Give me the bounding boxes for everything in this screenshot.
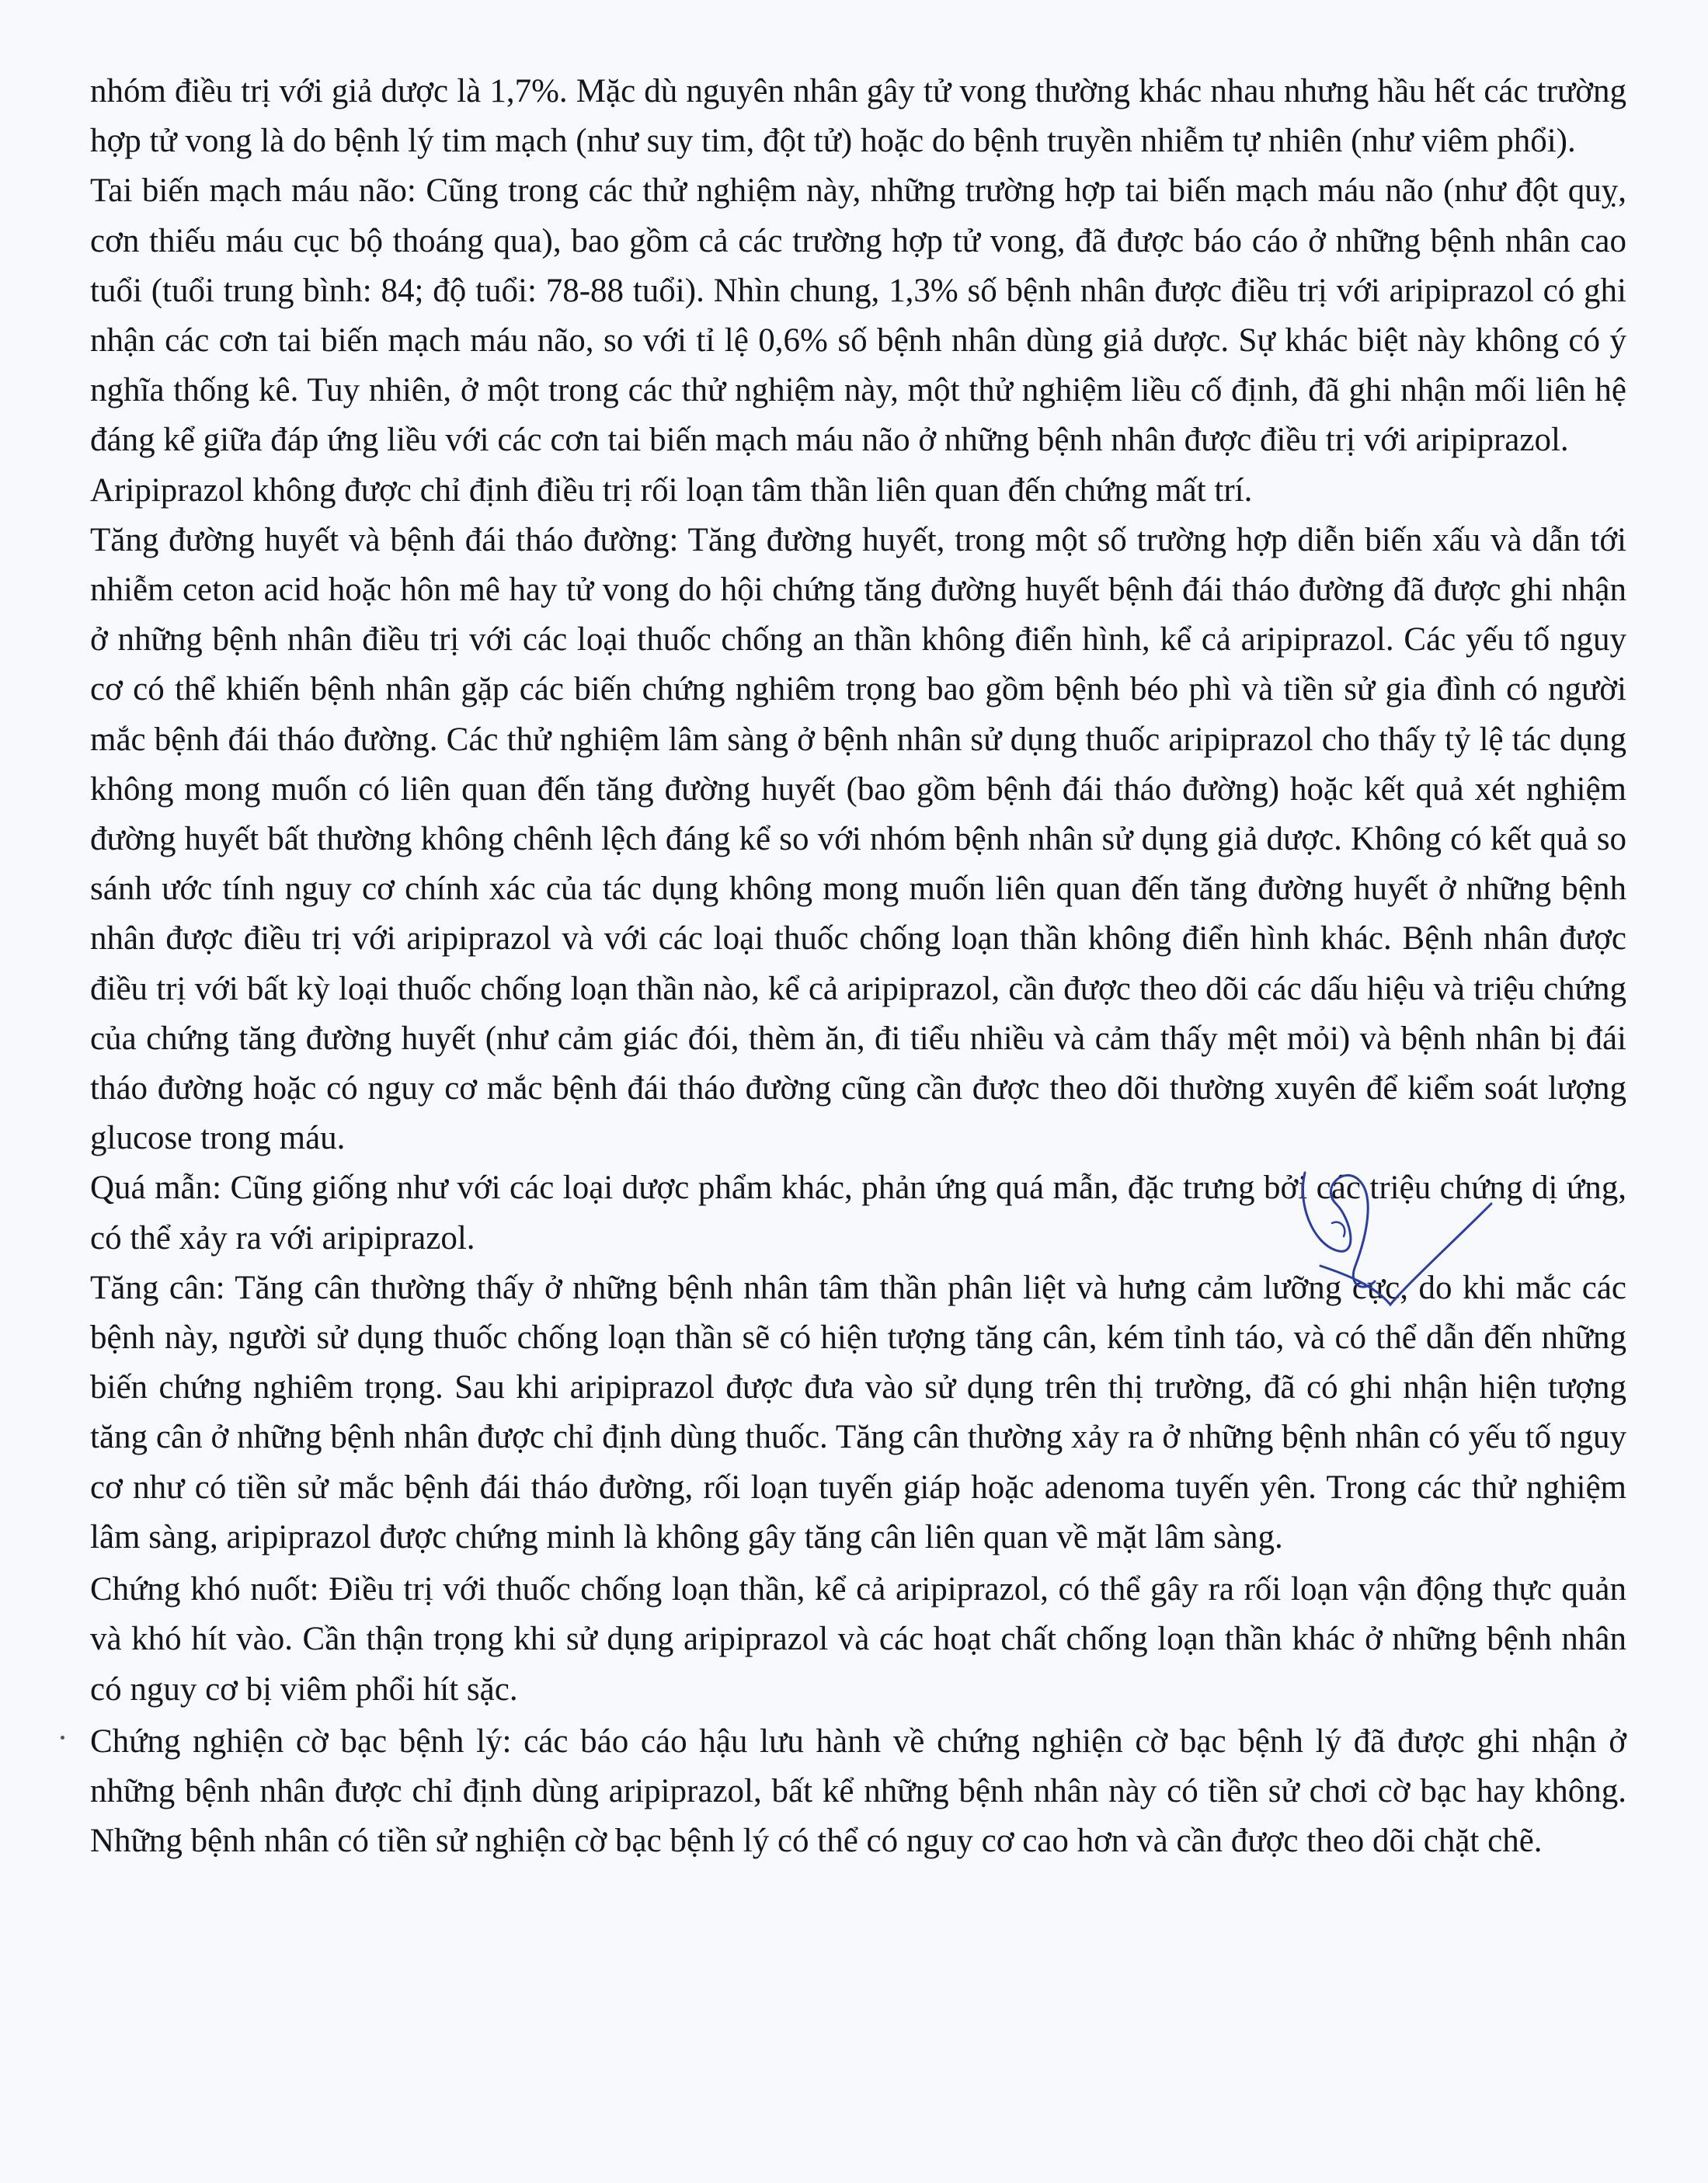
document-body (90, 67, 1626, 1866)
paragraph-mortality-continuation: nhóm điều trị với giả dược là 1,7%. Mặc dù nguyên nhân gây tử vong thường khác nhau nhưng hầu hết các trường hợp tử vong là do bệnh lý tim mạch (như suy tim, đột tử) hoặc do bệnh truyền nhiễm tự nhiên (như viêm phổi). (90, 73, 1626, 160)
paragraph-hypersensitivity: Quá mẫn: Cũng giống như với các loại dược phẩm khác, phản ứng quá mẫn, đặc trưng bởi các triệu chứng dị ứng, có thể xảy ra với aripiprazol. (90, 1170, 1626, 1257)
paragraph-weight-gain: Tăng cân: Tăng cân thường thấy ở những bệnh nhân tâm thần phân liệt và hưng cảm lưỡng cực, do khi mắc các bệnh này, người sử dụng thuốc chống loạn thần sẽ có hiện tượng tăng cân, kém tỉnh táo, và có thể dẫn đến những biến chứng nghiêm trọng. Sau khi aripiprazol được đưa vào sử dụng trên thị trường, đã có ghi nhận hiện tượng tăng cân ở những bệnh nhân được chỉ định dùng thuốc. Tăng cân thường xảy ra ở những bệnh nhân có yếu tố nguy cơ như có tiền sử mắc bệnh đái tháo đường, rối loạn tuyến giáp hoặc adenoma tuyến yên. Trong các thử nghiệm lâm sàng, aripiprazol được chứng minh là không gây tăng cân liên quan về mặt lâm sàng. (90, 1269, 1626, 1556)
paragraph-dysphagia: Chứng khó nuốt: Điều trị với thuốc chống loạn thần, kể cả aripiprazol, có thể gây ra rối loạn vận động thực quản và khó hít vào. Cần thận trọng khi sử dụng aripiprazol và các hoạt chất chống loạn thần khác ở những bệnh nhân có nguy cơ bị viêm phổi hít sặc. (90, 1571, 1626, 1708)
paragraph-cerebrovascular: Tai biến mạch máu não: Cũng trong các thử nghiệm này, những trường hợp tai biến mạch máu não (như đột quỵ, cơn thiếu máu cục bộ thoáng qua), bao gồm cả các trường hợp tử vong, đã được báo cáo ở những bệnh nhân cao tuổi (tuổi trung bình: 84; độ tuổi: 78-88 tuổi). Nhìn chung, 1,3% số bệnh nhân được điều trị với aripiprazol có ghi nhận các cơn tai biến mạch máu não, so với tỉ lệ 0,6% số bệnh nhân dùng giả dược. Sự khác biệt này không có ý nghĩa thống kê. Tuy nhiên, ở một trong các thử nghiệm này, một thử nghiệm liều cố định, đã ghi nhận mối liên hệ đáng kể giữa đáp ứng liều với các cơn tai biến mạch máu não ở những bệnh nhân được điều trị với aripiprazol. (90, 172, 1626, 459)
paragraph-hyperglycemia: Tăng đường huyết và bệnh đái tháo đường: Tăng đường huyết, trong một số trường hợp diễn biến xấu và dẫn tới nhiễm ceton acid hoặc hôn mê hay tử vong do hội chứng tăng đường huyết bệnh đái tháo đường đã được ghi nhận ở những bệnh nhân điều trị với các loại thuốc chống an thần không điển hình, kể cả aripiprazol. Các yếu tố nguy cơ có thể khiến bệnh nhân gặp các biến chứng nghiêm trọng bao gồm bệnh béo phì và tiền sử gia đình có người mắc bệnh đái tháo đường. Các thử nghiệm lâm sàng ở bệnh nhân sử dụng thuốc aripiprazol cho thấy tỷ lệ tác dụng không mong muốn có liên quan đến tăng đường huyết (bao gồm bệnh đái tháo đường) hoặc kết quả xét nghiệm đường huyết bất thường không chênh lệch đáng kể so với nhóm bệnh nhân sử dụng giả dược. Không có kết quả so sánh ước tính nguy cơ chính xác của tác dụng không mong muốn liên quan đến tăng đường huyết ở những bệnh nhân được điều trị với aripiprazol và với các loại thuốc chống loạn thần không điển hình khác. Bệnh nhân được điều trị với bất kỳ loại thuốc chống loạn thần nào, kể cả aripiprazol, cần được theo dõi các dấu hiệu và triệu chứng của chứng tăng đường huyết (như cảm giác đói, thèm ăn, đi tiểu nhiều và cảm thấy mệt mỏi) và bệnh nhân bị đái tháo đường hoặc có nguy cơ mắc bệnh đái tháo đường cũng cần được theo dõi thường xuyên để kiểm soát lượng glucose trong máu. (90, 521, 1626, 1157)
scan-speck (61, 1736, 64, 1740)
paragraph-pathological-gambling: Chứng nghiện cờ bạc bệnh lý: các báo cáo hậu lưu hành về chứng nghiện cờ bạc bệnh lý đã được ghi nhận ở những bệnh nhân được chỉ định dùng aripiprazol, bất kể những bệnh nhân này có tiền sử chơi cờ bạc hay không. Những bệnh nhân có tiền sử nghiện cờ bạc bệnh lý có thể có nguy cơ cao hơn và cần được theo dõi chặt chẽ. (90, 1722, 1626, 1860)
paragraph-dementia-note: Aripiprazol không được chỉ định điều trị rối loạn tâm thần liên quan đến chứng mất trí. (90, 471, 1253, 509)
